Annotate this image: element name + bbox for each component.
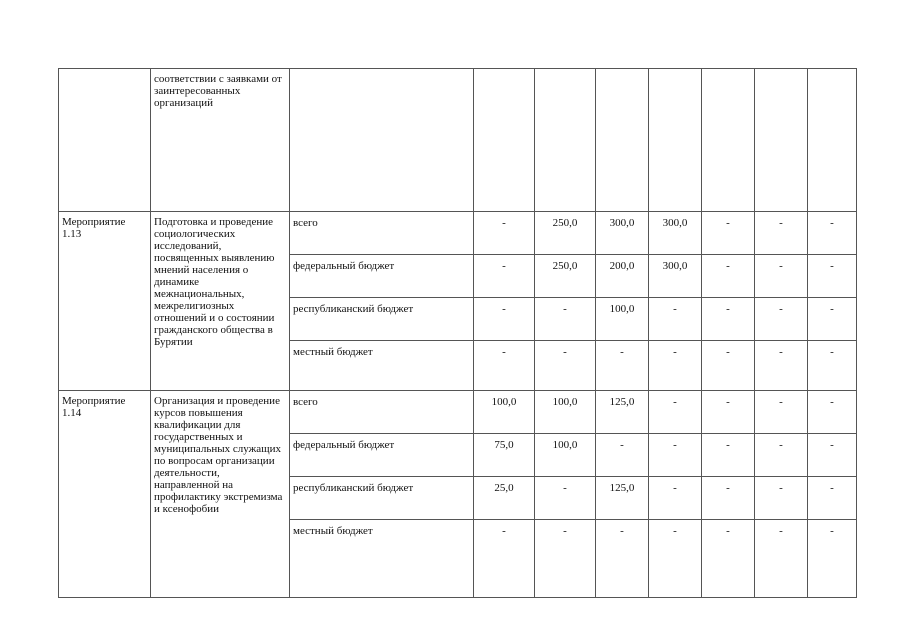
value-cell: - xyxy=(755,298,808,341)
value-cell: 25,0 xyxy=(474,477,535,520)
value-cell: 75,0 xyxy=(474,434,535,477)
value-cell: - xyxy=(755,477,808,520)
value-cell xyxy=(755,69,808,212)
value-cell: - xyxy=(702,520,755,598)
value-cell xyxy=(474,69,535,212)
value-cell: 100,0 xyxy=(474,391,535,434)
event-label-cell xyxy=(59,69,151,212)
value-cell: - xyxy=(596,520,649,598)
event-description: Организация и проведение курсов повышения квалификации для государственных и муниципальных служащих по вопросам организации деятельности, направленной на профилактику экстремизма и ксенофобии xyxy=(151,391,290,598)
value-cell: - xyxy=(808,341,857,391)
source-cell xyxy=(290,69,474,212)
value-cell: - xyxy=(702,255,755,298)
value-cell: - xyxy=(755,255,808,298)
value-cell: - xyxy=(535,520,596,598)
funding-source: республиканский бюджет xyxy=(290,477,474,520)
value-cell: - xyxy=(808,477,857,520)
table-row xyxy=(59,391,857,434)
value-cell: - xyxy=(474,298,535,341)
value-cell: - xyxy=(649,434,702,477)
value-cell: 300,0 xyxy=(596,212,649,255)
value-cell: - xyxy=(702,212,755,255)
value-cell: 100,0 xyxy=(535,434,596,477)
value-cell: 100,0 xyxy=(535,391,596,434)
value-cell: - xyxy=(702,391,755,434)
funding-source: всего xyxy=(290,391,474,434)
event-description: Подготовка и проведение социологических исследований, посвященных выявлению мнений населения о динамике межнациональных, межрелигиозных отношений и о состоянии гражданского общества в Бурятии xyxy=(151,212,290,391)
value-cell: 200,0 xyxy=(596,255,649,298)
value-cell: - xyxy=(649,391,702,434)
value-cell: - xyxy=(474,255,535,298)
value-cell: - xyxy=(755,520,808,598)
value-cell: - xyxy=(474,212,535,255)
value-cell: - xyxy=(755,434,808,477)
value-cell: - xyxy=(596,434,649,477)
event-label: Мероприятие 1.13 xyxy=(59,212,151,391)
value-cell: - xyxy=(535,298,596,341)
funding-source: местный бюджет xyxy=(290,520,474,598)
value-cell: - xyxy=(755,341,808,391)
budget-table xyxy=(58,68,857,598)
value-cell: - xyxy=(702,298,755,341)
funding-source: всего xyxy=(290,212,474,255)
value-cell: 100,0 xyxy=(596,298,649,341)
value-cell: 250,0 xyxy=(535,255,596,298)
funding-source: местный бюджет xyxy=(290,341,474,391)
value-cell: - xyxy=(808,255,857,298)
value-cell: - xyxy=(755,212,808,255)
funding-source: федеральный бюджет xyxy=(290,255,474,298)
value-cell: 300,0 xyxy=(649,255,702,298)
value-cell: - xyxy=(474,341,535,391)
value-cell xyxy=(649,69,702,212)
value-cell: - xyxy=(702,341,755,391)
value-cell: - xyxy=(702,434,755,477)
value-cell xyxy=(535,69,596,212)
value-cell: - xyxy=(808,298,857,341)
value-cell xyxy=(808,69,857,212)
value-cell: - xyxy=(808,434,857,477)
funding-source: республиканский бюджет xyxy=(290,298,474,341)
value-cell: 300,0 xyxy=(649,212,702,255)
value-cell: - xyxy=(649,477,702,520)
value-cell: - xyxy=(535,341,596,391)
table-row xyxy=(59,212,857,255)
value-cell: - xyxy=(649,341,702,391)
value-cell: - xyxy=(649,298,702,341)
value-cell: - xyxy=(755,391,808,434)
funding-source: федеральный бюджет xyxy=(290,434,474,477)
value-cell: - xyxy=(649,520,702,598)
event-label: Мероприятие 1.14 xyxy=(59,391,151,598)
value-cell: - xyxy=(808,520,857,598)
value-cell: - xyxy=(702,477,755,520)
value-cell: - xyxy=(808,391,857,434)
value-cell: 125,0 xyxy=(596,391,649,434)
table-row xyxy=(59,69,857,212)
value-cell xyxy=(702,69,755,212)
value-cell: - xyxy=(596,341,649,391)
value-cell: 250,0 xyxy=(535,212,596,255)
value-cell: - xyxy=(535,477,596,520)
event-description: соответствии с заявками от заинтересованных организаций xyxy=(151,69,290,212)
value-cell: - xyxy=(808,212,857,255)
value-cell xyxy=(596,69,649,212)
value-cell: - xyxy=(474,520,535,598)
value-cell: 125,0 xyxy=(596,477,649,520)
